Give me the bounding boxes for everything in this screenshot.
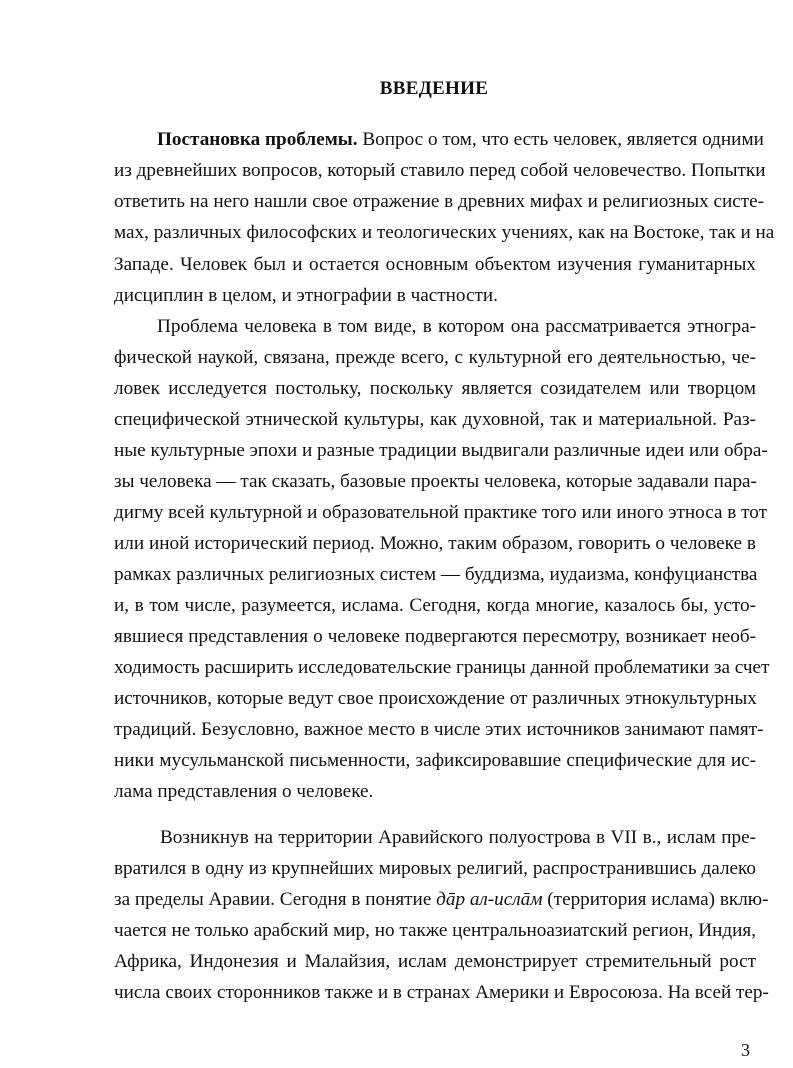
paragraph-line: источников, которые ведут свое происхождение от различных этнокультурных [114, 688, 757, 709]
section-lead-heading: Постановка проблемы. [157, 129, 358, 150]
paragraph-line [157, 128, 764, 152]
paragraph-text: (территория ислама) вклю- [542, 889, 769, 910]
paragraph-text: Вопрос о том, что есть человек, является одними [357, 129, 764, 150]
paragraph-line: ходимость расширить исследовательские границы данной проблематики за счет [114, 657, 770, 678]
paragraph-line: ответить на него нашли свое отражение в древних мифах и религиозных систе- [114, 191, 765, 212]
paragraph-line: мах, различных философских и теологических учениях, как на Востоке, так и на [114, 222, 775, 243]
paragraph-line: дигму всей культурной и образовательной практике того или иного этноса в тот [114, 502, 767, 523]
paragraph-line: рамках различных религиозных систем — буддизма, иудаизма, конфуцианства [114, 564, 758, 585]
paragraph-line: специфической этнической культуры, как духовной, так и материальной. Раз- [114, 409, 756, 430]
paragraph-line: Проблема человека в том виде, в котором она рассматривается этногра- [157, 316, 756, 337]
paragraph-line [114, 888, 769, 912]
paragraph-line: ники мусульманской письменности, зафиксировавшие специфические для ис- [114, 750, 756, 771]
paragraph-line: традиций. Безусловно, важное место в числе этих источников занимают памят- [114, 719, 764, 740]
paragraph-line: Африка, Индонезия и Малайзия, ислам демонстрирует стремительный рост [114, 951, 756, 972]
paragraph-line: дисциплин в целом, и этнографии в частности. [114, 285, 498, 306]
paragraph-line: чается не только арабский мир, но также центральноазиатский регион, Индия, [114, 920, 756, 941]
paragraph-line: лама представления о человеке. [114, 781, 374, 802]
paragraph-text: за пределы Аравии. Сегодня в понятие [114, 889, 437, 910]
paragraph-line: ловек исследуется постольку, поскольку является созидателем или творцом [114, 378, 756, 399]
paragraph-line: Западе. Человек был и остается основным объектом изучения гуманитарных [114, 254, 756, 275]
paragraph-line: или иной исторический период. Можно, таким образом, говорить о человеке в [114, 533, 756, 554]
paragraph-line: числа своих сторонников также и в странах Америки и Евросоюза. На всей тер- [114, 982, 769, 1003]
italic-term: дāр ал-ислāм [436, 889, 543, 910]
paragraph-line: из древнейших вопросов, который ставило перед собой человечество. Попытки [114, 160, 766, 181]
page-number: 3 [741, 1040, 750, 1060]
paragraph-line: ные культурные эпохи и разные традиции выдвигали различные идеи или обра- [114, 440, 768, 461]
paragraph-line: фической наукой, связана, прежде всего, с культурной его деятельностью, че- [114, 347, 756, 368]
paragraph-line: вратился в одну из крупнейших мировых религий, распространившись далеко [114, 858, 756, 879]
paragraph-line: зы человека — так сказать, базовые проекты человека, которые задавали пара- [114, 471, 757, 492]
page-title: ВВЕДЕНИЕ [379, 78, 489, 99]
paragraph-line: Возникнув на территории Аравийского полуострова в VII в., ислам пре- [160, 827, 756, 848]
paragraph-line: и, в том числе, разумеется, ислама. Сегодня, когда многие, казалось бы, усто- [114, 595, 756, 616]
paragraph-line: явшиеся представления о человеке подвергаются пересмотру, возникает необ- [114, 626, 756, 647]
